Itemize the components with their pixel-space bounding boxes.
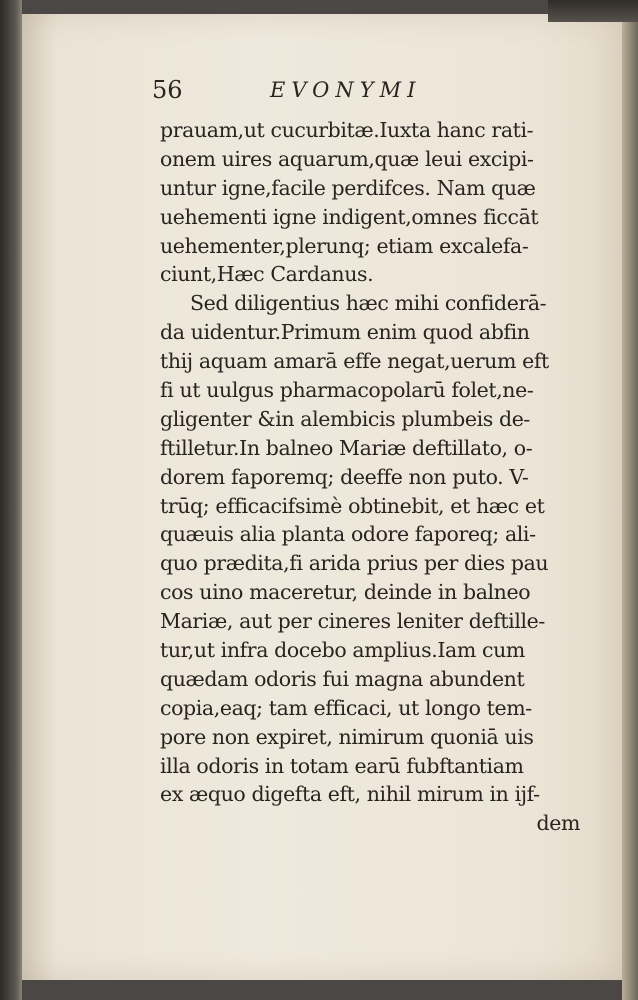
text-line: ciunt,Hæc Cardanus.: [160, 262, 374, 287]
text-line: gligenter &in alembicis plumbeis de-: [160, 406, 530, 431]
text-line: trūq; efficacifsimè obtinebit, et hæc et: [160, 493, 545, 518]
book-spine: [0, 0, 22, 1000]
text-line: pore non expiret, nimirum quoniā uis: [160, 724, 534, 749]
paragraph-start-line: Sed diligentius hæc mihi confiderā-: [190, 291, 547, 316]
text-line: fi ut uulgus pharmacopolarū folet,ne-: [160, 378, 534, 403]
text-line: cos uino maceretur, deinde in balneo: [160, 580, 531, 605]
text-line: dorem faporemq; deeffe non puto. V-: [160, 464, 529, 489]
text-line: thij aquam amarā effe negat,uerum eft: [160, 349, 549, 374]
text-line: quæuis alia planta odore faporeq; ali-: [160, 522, 536, 547]
catchword: dem: [536, 811, 580, 836]
page-corner: [548, 0, 638, 22]
text-line: uehementi igne indigent,omnes ficcāt: [160, 204, 539, 229]
text-line: untur igne,facile perdifces. Nam quæ: [160, 175, 536, 200]
page-header: [152, 76, 472, 112]
running-head: EVONYMI: [270, 78, 422, 102]
text-line: ftilletur.In balneo Mariæ deftillato, o-: [160, 435, 533, 460]
text-line: copia,eaq; tam efficaci, ut longo tem-: [160, 695, 532, 720]
body-text: [160, 116, 580, 838]
text-line: da uidentur.Primum enim quod abfin: [160, 320, 530, 345]
page-edge: [622, 0, 638, 1000]
text-line: quædam odoris fui magna abundent: [160, 666, 525, 691]
text-line: tur,ut infra docebo amplius.Iam cum: [160, 638, 525, 663]
text-line: illa odoris in totam earū fubftantiam: [160, 753, 524, 778]
text-line: Mariæ, aut per cineres leniter deftille-: [160, 609, 545, 634]
text-line: onem uires aquarum,quæ leui excipi-: [160, 146, 534, 171]
text-line: prauam,ut cucurbitæ.Iuxta hanc rati-: [160, 118, 534, 142]
text-line: uehementer,plerunq; etiam excalefa-: [160, 233, 529, 258]
page-number: 56: [152, 76, 183, 104]
text-line: quo prædita,fi arida prius per dies pau: [160, 551, 549, 576]
text-line: ex æquo digefta eft, nihil mirum in ijf-: [160, 782, 540, 807]
